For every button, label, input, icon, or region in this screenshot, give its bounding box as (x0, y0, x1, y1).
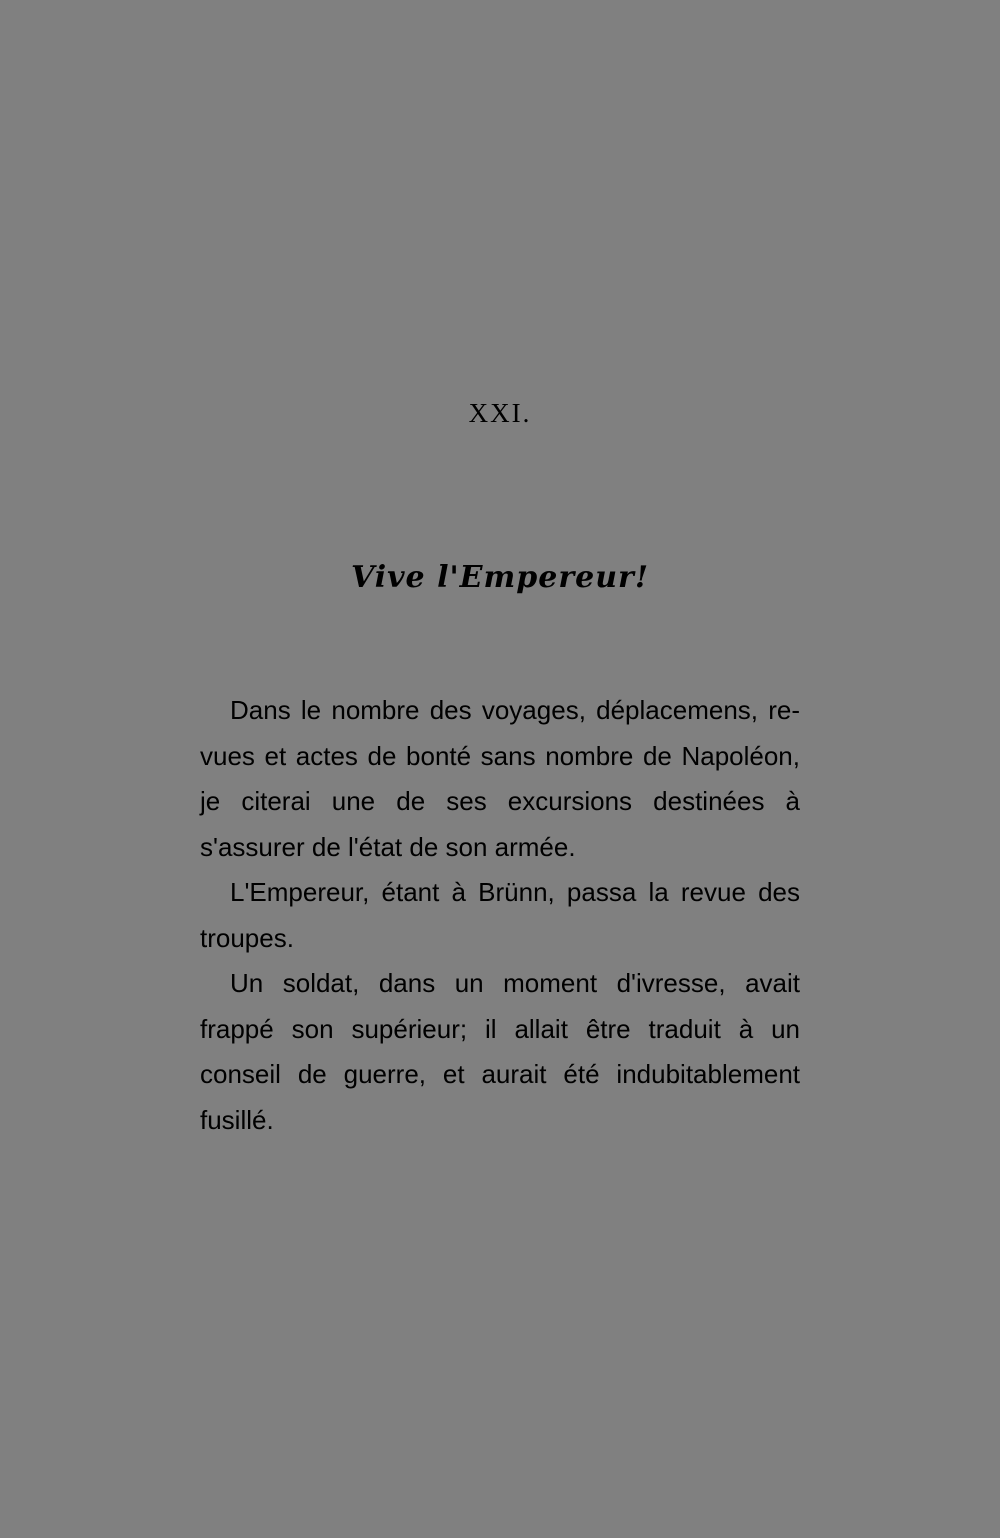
paragraph: L'Empereur, étant à Brünn, passa la revue des troupes. (200, 877, 800, 953)
chapter-title: Vive l'Empereur! (350, 560, 650, 595)
paragraph: Un soldat, dans un moment d'ivresse, avait frappé son supérieur; il allait être traduit à un conseil de guerre, et aurait été indubitablement fusillé. (200, 968, 800, 1135)
paragraph: Dans le nombre des voyages, déplacemens, re-vues et actes de bonté sans nombre de Napoléon, je citerai une de ses excursions destinées à s'assurer de l'état de son armée. (200, 695, 800, 862)
body-text (200, 688, 800, 1143)
chapter-number: XXI. (468, 398, 532, 428)
